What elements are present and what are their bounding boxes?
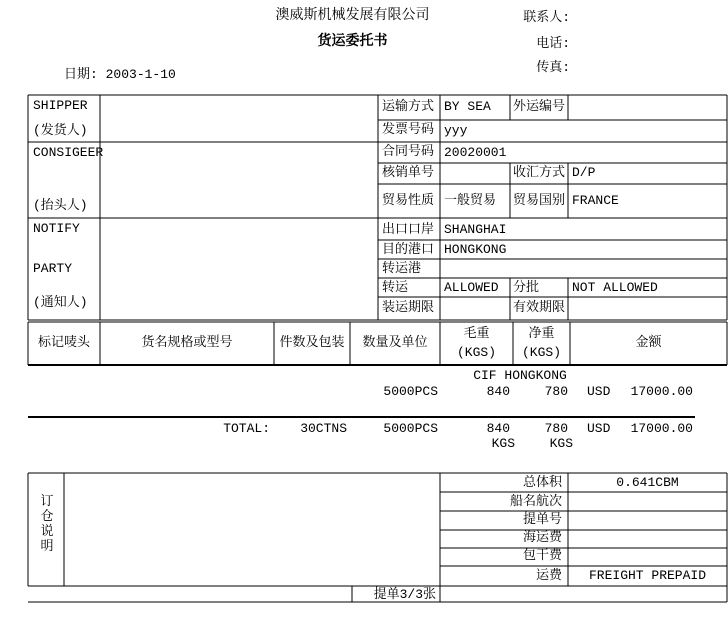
partial-shipment-label: 分批	[513, 280, 540, 295]
notify-label-cn: (通知人)	[33, 295, 88, 310]
shipping-deadline-label: 装运期限	[382, 300, 435, 315]
total-gross-unit: KGS	[491, 436, 515, 451]
freight-label: 运费	[535, 568, 562, 583]
phone-label: 电话:	[536, 36, 570, 51]
date-label: 日期:	[64, 67, 98, 82]
col-header-gross-weight: 毛重	[463, 326, 490, 341]
dest-port-value: HONGKONG	[444, 242, 507, 257]
line-currency: USD	[587, 384, 611, 399]
vessel-voyage-label: 船名航次	[509, 494, 562, 509]
transshipment-label: 转运	[382, 280, 409, 295]
payment-method-value: D/P	[572, 165, 596, 180]
export-no-label: 外运编号	[513, 99, 566, 114]
line-amount: 17000.00	[630, 384, 693, 399]
total-quantity: 5000PCS	[383, 421, 438, 436]
trade-country-value: FRANCE	[572, 193, 619, 208]
line-net-weight: 780	[544, 384, 568, 399]
volume-value: 0.641CBM	[616, 475, 679, 490]
col-header-amount: 金额	[635, 335, 662, 350]
shipper-label-en: SHIPPER	[33, 98, 88, 113]
price-term: CIF HONGKONG	[473, 368, 567, 383]
transshipment-value: ALLOWED	[444, 280, 499, 295]
bl-copies: 提单3/3张	[373, 587, 436, 602]
trade-nature-value: 一般贸易	[444, 193, 497, 208]
col-header-packages: 件数及包装	[279, 335, 345, 350]
transport-mode-value: BY SEA	[444, 99, 491, 114]
document-title: 货运委托书	[317, 34, 388, 50]
partial-shipment-value: NOT ALLOWED	[572, 280, 658, 295]
freight-value: FREIGHT PREPAID	[588, 568, 707, 583]
col-header-gross-unit: (KGS)	[456, 345, 496, 360]
total-currency: USD	[587, 421, 611, 436]
booking-label-char1: 订	[40, 494, 54, 509]
fax-label: 传真:	[536, 60, 570, 75]
validity-label: 有效期限	[513, 300, 566, 315]
total-label: TOTAL:	[223, 421, 270, 436]
contact-label: 联系人:	[523, 10, 570, 25]
notify-label-en2: PARTY	[33, 261, 73, 276]
dest-port-label: 目的港口	[382, 242, 435, 257]
transit-port-label: 转运港	[382, 261, 422, 276]
export-port-label: 出口口岸	[382, 222, 435, 237]
total-net-unit: KGS	[549, 436, 573, 451]
transport-mode-label: 运输方式	[382, 99, 435, 114]
contract-no-label: 合同号码	[382, 144, 435, 159]
col-header-net-weight: 净重	[528, 326, 555, 341]
col-header-net-unit: (KGS)	[521, 345, 561, 360]
col-header-description: 货名规格或型号	[141, 335, 233, 350]
total-amount: 17000.00	[630, 421, 693, 436]
shipper-label-cn: (发货人)	[33, 123, 88, 138]
trade-country-label: 贸易国别	[513, 193, 566, 208]
invoice-no-label: 发票号码	[382, 122, 435, 137]
payment-method-label: 收汇方式	[513, 165, 566, 180]
line-quantity: 5000PCS	[383, 384, 438, 399]
consignee-label-en: CONSIGEER	[33, 145, 104, 160]
contract-no-value: 20020001	[444, 145, 507, 160]
bl-no-label: 提单号	[522, 512, 562, 527]
booking-label-char2: 仓	[40, 509, 54, 524]
invoice-no-value: yyy	[444, 123, 468, 138]
line-gross-weight: 840	[486, 384, 510, 399]
total-packages: 30CTNS	[300, 421, 347, 436]
company-name: 澳威斯机械发展有限公司	[275, 8, 430, 24]
col-header-marks: 标记唛头	[37, 335, 90, 350]
total-net-weight: 780	[544, 421, 568, 436]
booking-label-char4: 明	[40, 539, 54, 554]
ocean-freight-label: 海运费	[522, 530, 562, 545]
col-header-quantity: 数量及单位	[362, 335, 428, 350]
consignee-label-cn: (抬头人)	[33, 198, 88, 213]
lump-sum-label: 包干费	[522, 548, 562, 563]
export-port-value: SHANGHAI	[444, 222, 507, 237]
trade-nature-label: 贸易性质	[382, 193, 435, 208]
date-row	[64, 68, 176, 82]
booking-label-char3: 说	[40, 524, 54, 539]
verification-no-label: 核销单号	[382, 165, 435, 180]
notify-label-en1: NOTIFY	[33, 221, 80, 236]
volume-label: 总体积	[522, 475, 562, 490]
date-value: 2003-1-10	[105, 67, 176, 82]
total-gross-weight: 840	[486, 421, 510, 436]
